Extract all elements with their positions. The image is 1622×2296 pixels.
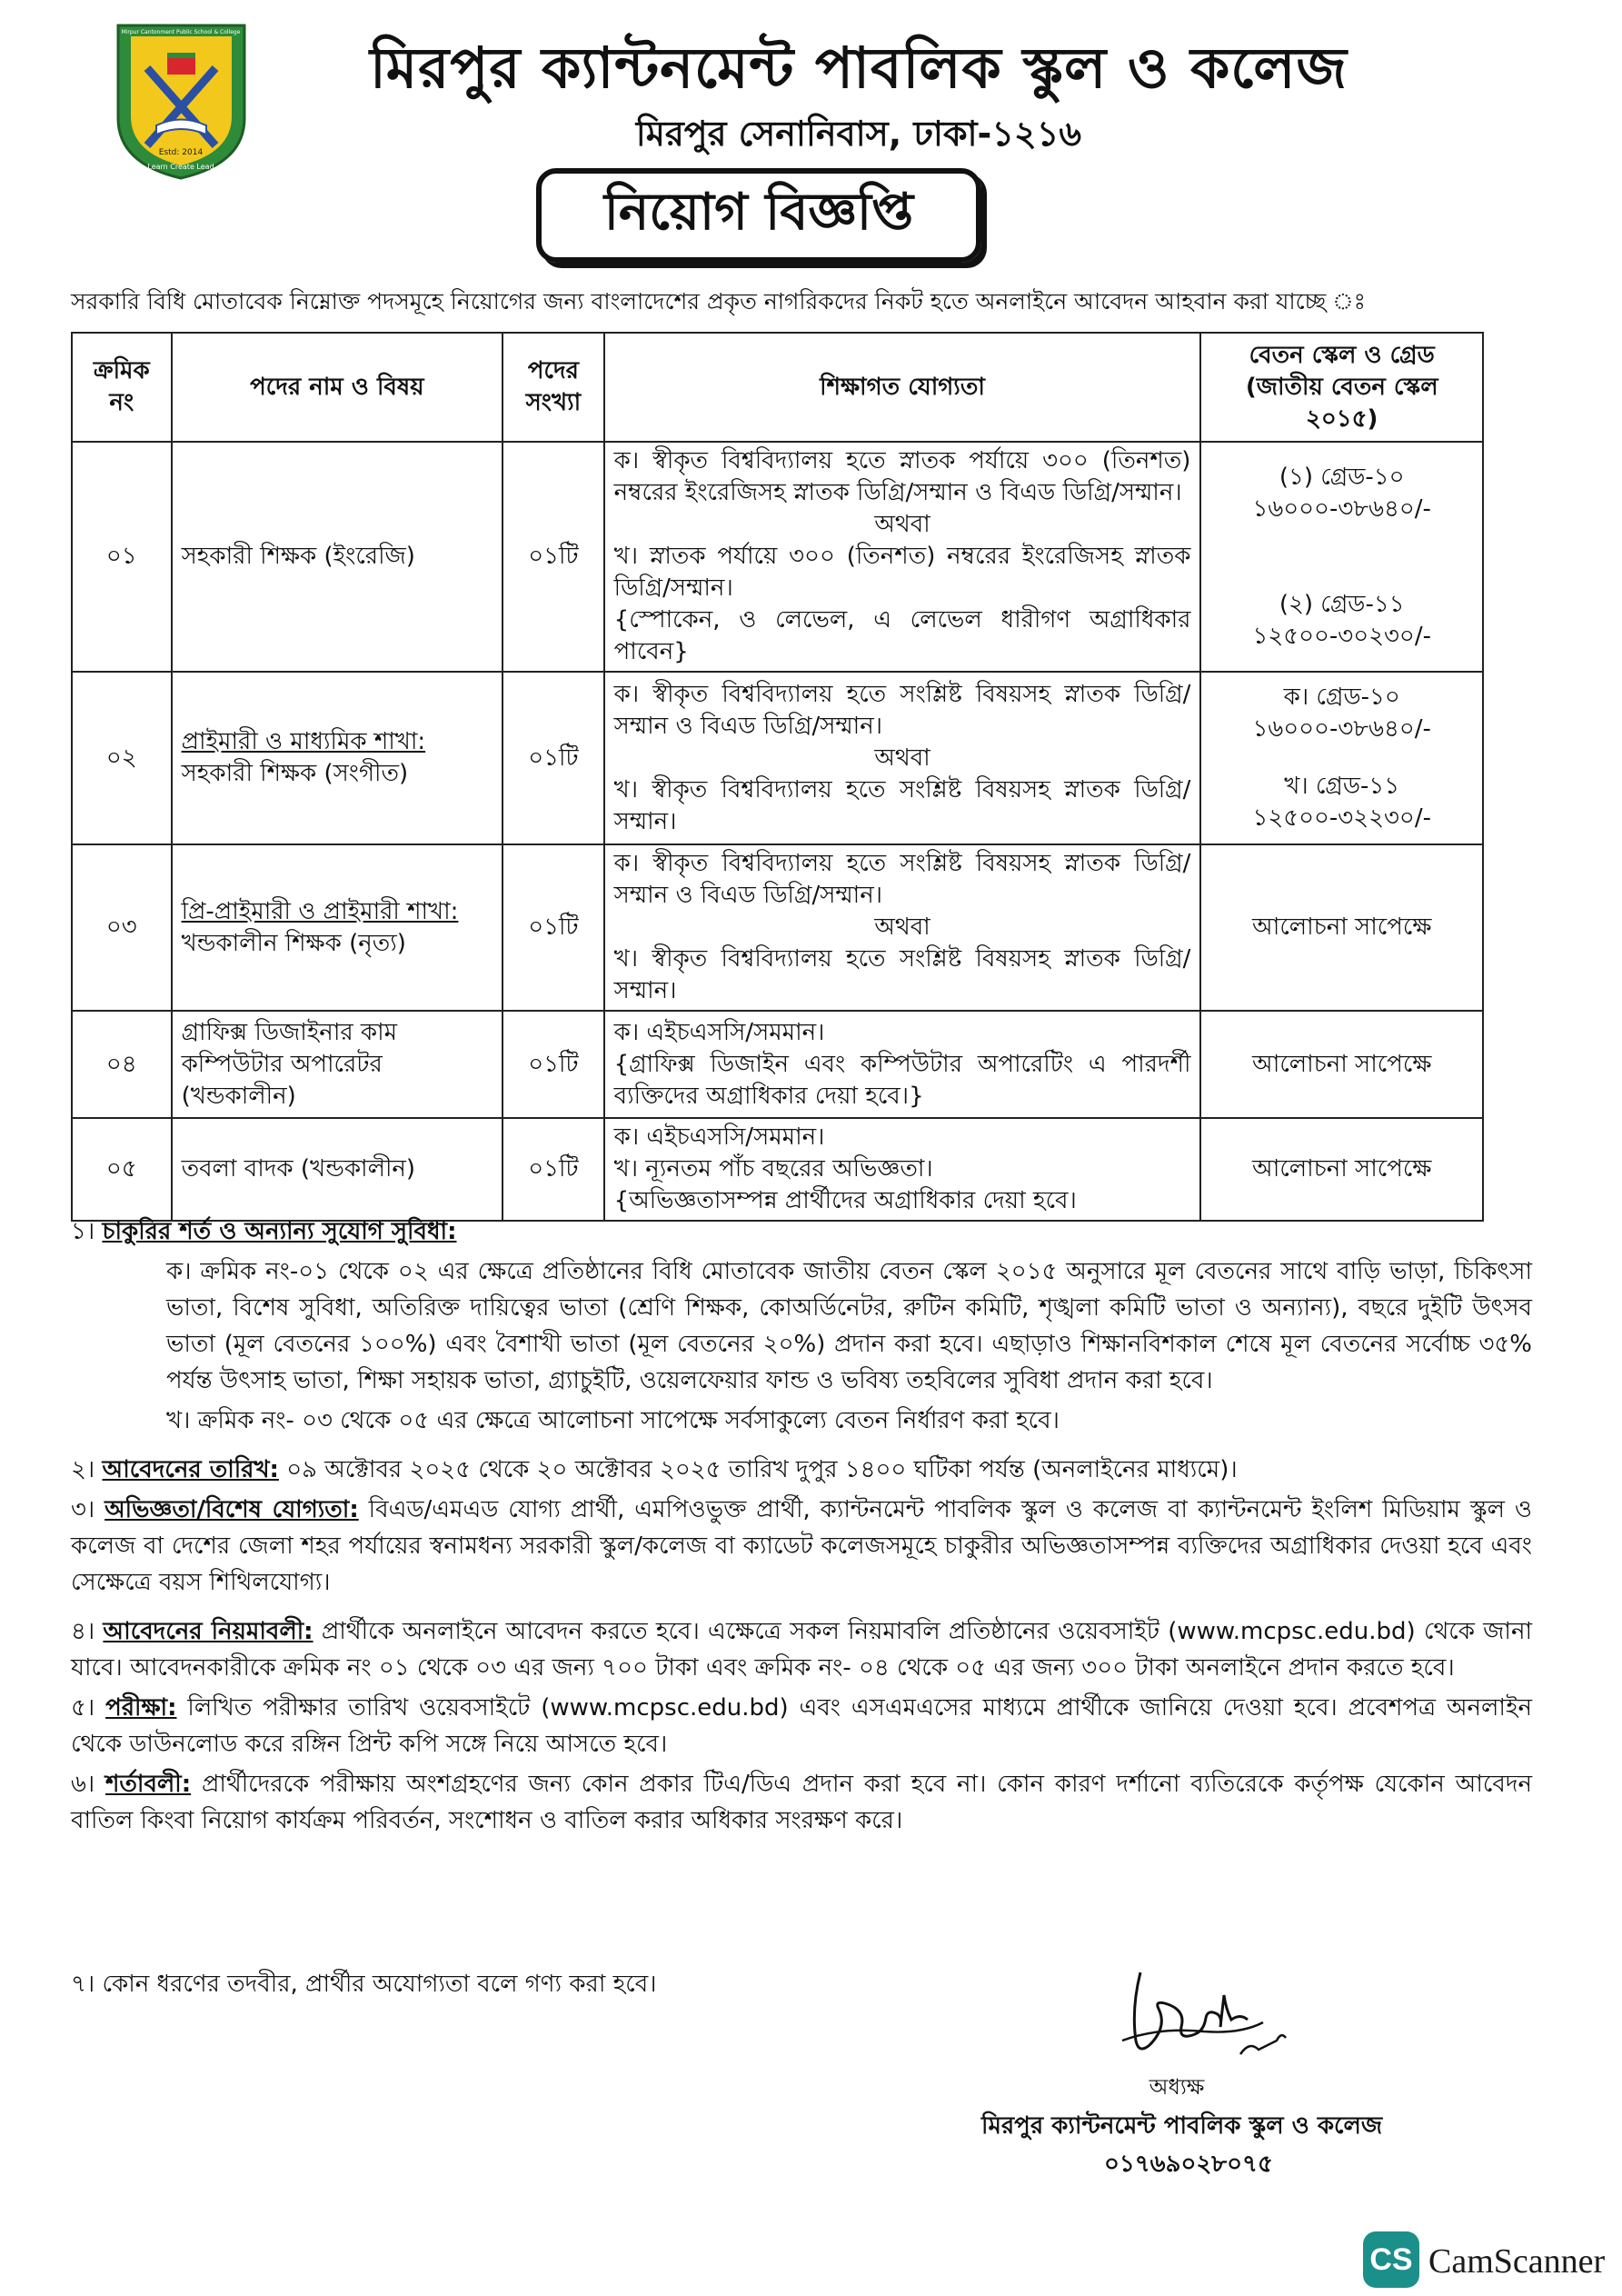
qual-or: অথবা bbox=[874, 913, 930, 941]
pay-grade: ক। গ্রেড-১০ bbox=[1283, 684, 1400, 711]
logo-estd: Estd: 2014 bbox=[158, 148, 204, 157]
table-row bbox=[72, 672, 1483, 844]
row-post bbox=[172, 844, 503, 1011]
qual-item: ক। এইচএসসি/সমমান। bbox=[613, 1123, 825, 1151]
clause-2 bbox=[71, 1452, 1532, 1488]
row-qualification bbox=[604, 844, 1201, 1011]
clause-number: ২। bbox=[71, 1456, 95, 1483]
clause-number: ১। bbox=[71, 1218, 95, 1245]
clause-number: ৪। bbox=[71, 1618, 95, 1645]
pay-range: ১২৫০০-৩২২৩০/- bbox=[1252, 804, 1431, 832]
header-pay: বেতন স্কেল ও গ্রেড (জাতীয় বেতন স্কেল ২০১৫) bbox=[1200, 333, 1483, 442]
row-pay bbox=[1200, 442, 1483, 672]
row-qualification bbox=[604, 672, 1201, 844]
pay-range: ১২৫০০-৩০২৩০/- bbox=[1252, 622, 1431, 650]
signatory-organization: মিরপুর ক্যান্টনমেন্ট পাবলিক স্কুল ও কলেজ bbox=[981, 2112, 1383, 2140]
clause-heading: পরীক্ষা: bbox=[105, 1694, 177, 1722]
row-count: ০১টি bbox=[503, 844, 604, 1011]
clause-1a: ক। ক্রমিক নং-০১ থেকে ০২ এর ক্ষেত্রে প্রতিষ্ঠানের বিধি মোতাবেক জাতীয় বেতন স্কেল ২০১৫ অনুসারে মূল বেতনের সাথে বাড়ি ভাড়া, চিকিৎসা ভাতা, বিশেষ সুবিধা, অতিরিক্ত দায়িত্বের ভাতা (শ্রেণি শিক্ষক, কোঅর্ডিনেটর, রুটিন কমিটি, শৃঙ্খলা কমিটি ভাতা ও অন্যান্য), বছরে দুইটি উৎসব ভাতা (মূল বেতনের ১০০%) এবং বৈশাখী ভাতা (মূল বেতনের ২০%) প্রদান করা হবে। এছাড়াও শিক্ষানবিশকাল শেষে মূল বেতনের সর্বোচ্চ ৩৫% পর্যন্ত উৎসাহ ভাতা, শিক্ষা সহায়ক ভাতা, গ্র্যাচুইটি, ওয়েলফেয়ার ফান্ড ও ভবিষ্য তহবিলের সুবিধা প্রদান করা হবে। bbox=[166, 1258, 1532, 1394]
row-post: গ্রাফিক্স ডিজাইনার কাম কম্পিউটার অপারেটর (খন্ডকালীন) bbox=[172, 1011, 503, 1118]
row-post bbox=[172, 442, 503, 672]
school-logo bbox=[111, 18, 252, 182]
intro-text: সরকারি বিধি মোতাবেক নিম্নোক্ত পদসমূহে নিয়োগের জন্য বাংলাদেশের প্রকৃত নাগরিকদের নিকট হতে অনলাইনে আবেদন আহবান করা যাচ্ছে ঃ bbox=[71, 288, 1366, 314]
row-qualification bbox=[604, 1011, 1201, 1118]
qual-item: ক। এইচএসসি/সমমান। bbox=[613, 1018, 825, 1046]
pay-range: ১৬০০০-৩৮৬৪০/- bbox=[1252, 494, 1431, 523]
header-post: পদের নাম ও বিষয় bbox=[172, 333, 503, 442]
clause-6 bbox=[71, 1766, 1532, 1839]
qual-item: ক। স্বীকৃত বিশ্ববিদ্যালয় হতে স্নাতক পর্যায়ে ৩০০ (তিনশত) নম্বরের ইংরেজিসহ স্নাতক ডিগ্রি/সম্মান ও বিএড ডিগ্রি/সম্মান। bbox=[613, 447, 1191, 506]
header-serial: ক্রমিক নং bbox=[72, 333, 172, 442]
clause-text: বিএড/এমএড যোগ্য প্রার্থী, এমপিওভুক্ত প্রার্থী, ক্যান্টনমেন্ট পাবলিক স্কুল ও কলেজ বা ক্যান্টনমেন্ট ইংলিশ মিডিয়াম স্কুল ও কলেজ বা দেশের জেলা শহর পর্যায়ের স্বনামধন্য সরকারী স্কুল/কলেজ বা ক্যাডেট কলেজসমূহে চাকুরীর অভিজ্ঞতাসম্পন্ন ব্যক্তিদের অগ্রাধিকার দেওয়া হবে এবং সেক্ষেত্রে বয়স শিথিলযোগ্য। bbox=[71, 1496, 1533, 1596]
clause-1b: খ। ক্রমিক নং- ০৩ থেকে ০৫ এর ক্ষেত্রে আলোচনা সাপেক্ষে সর্বসাকুল্যে বেতন নির্ধারণ করা হবে। bbox=[166, 1407, 1060, 1434]
clause-1 bbox=[71, 1213, 1532, 1250]
signatory-phone: ০১৭৬৯০২৮০৭৫ bbox=[1104, 2151, 1273, 2178]
qual-note: {গ্রাফিক্স ডিজাইন এবং কম্পিউটার অপারেটিং এ পারদর্শী ব্যক্তিদের অগ্রাধিকার দেয়া হবে।} bbox=[613, 1050, 1191, 1110]
school-address: মিরপুর সেনানিবাস, ঢাকা-১২১৬ bbox=[635, 114, 1082, 154]
row-count: ০১টি bbox=[503, 1011, 604, 1118]
row-serial: ০১ bbox=[72, 442, 172, 672]
table-row bbox=[72, 442, 1483, 672]
post-line: খন্ডকালীন শিক্ষক (নৃত্য) bbox=[181, 929, 406, 957]
row-count: ০১টি bbox=[503, 672, 604, 844]
clause-number: ৫। bbox=[71, 1694, 95, 1722]
logo-text: Mirpur Cantonment Public School & College bbox=[121, 29, 241, 35]
row-count: ০১টি bbox=[503, 1118, 604, 1221]
qual-item: খ। স্বীকৃত বিশ্ববিদ্যালয় হতে সংশ্লিষ্ট বিষয়সহ স্নাতক ডিগ্রি/সম্মান। bbox=[613, 945, 1191, 1004]
row-pay: আলোচনা সাপেক্ষে bbox=[1200, 1118, 1483, 1221]
clause-number: ৬। bbox=[71, 1771, 95, 1798]
row-serial: ০৩ bbox=[72, 844, 172, 1011]
clause-heading: আবেদনের তারিখ: bbox=[102, 1456, 279, 1483]
qual-item: ক। স্বীকৃত বিশ্ববিদ্যালয় হতে সংশ্লিষ্ট বিষয়সহ স্নাতক ডিগ্রি/সম্মান ও বিএড ডিগ্রি/সম্মান। bbox=[613, 850, 1191, 909]
clause-number: ৩। bbox=[71, 1496, 95, 1523]
qual-note: {স্পোকেন, ও লেভেল, এ লেভেল ধারীগণ অগ্রাধিকার পাবেন} bbox=[613, 606, 1191, 665]
row-pay bbox=[1200, 672, 1483, 844]
clause-5 bbox=[71, 1690, 1532, 1762]
clause-heading: শর্তাবলী: bbox=[105, 1771, 192, 1798]
qual-item: ক। স্বীকৃত বিশ্ববিদ্যালয় হতে সংশ্লিষ্ট বিষয়সহ স্নাতক ডিগ্রি/সম্মান ও বিএড ডিগ্রি/সম্মান। bbox=[613, 680, 1191, 740]
pay-grade: (২) গ্রেড-১১ bbox=[1279, 590, 1405, 618]
clause-text: প্রার্থীদেরকে পরীক্ষায় অংশগ্রহণের জন্য কোন প্রকার টিএ/ডিএ প্রদান করা হবে না। কোন কারণ দর্শানো ব্যতিরেকে কর্তৃপক্ষ যেকোন আবেদন বাতিল কিংবা নিয়োগ কার্যক্রম পরিবর্তন, সংশোধন ও বাতিল করার অধিকার সংরক্ষণ করে। bbox=[71, 1771, 1533, 1834]
terms-section bbox=[71, 1213, 1532, 1842]
row-pay: আলোচনা সাপেক্ষে bbox=[1200, 844, 1483, 1011]
camscanner-label: CamScanner bbox=[1428, 2242, 1606, 2281]
header-qualification: শিক্ষাগত যোগ্যতা bbox=[604, 333, 1201, 442]
clause-7: ৭। কোন ধরণের তদবীর, প্রার্থীর অযোগ্যতা বলে গণ্য করা হবে। bbox=[71, 1971, 657, 1998]
row-serial: ০২ bbox=[72, 672, 172, 844]
qual-item: খ। ন্যূনতম পাঁচ বছরের অভিজ্ঞতা। bbox=[613, 1155, 933, 1183]
clause-heading: অভিজ্ঞতা/বিশেষ যোগ্যতা: bbox=[104, 1496, 359, 1523]
vacancy-table bbox=[71, 332, 1484, 1222]
table-row bbox=[72, 844, 1483, 1011]
table-row bbox=[72, 1011, 1483, 1118]
principal-signature bbox=[1104, 1954, 1304, 2072]
row-post: তবলা বাদক (খন্ডকালীন) bbox=[172, 1118, 503, 1221]
pay-grade: (১) গ্রেড-১০ bbox=[1279, 463, 1405, 491]
camscanner-icon: CS bbox=[1363, 2231, 1419, 2288]
clause-text: প্রার্থীকে অনলাইনে আবেদন করতে হবে। এক্ষেত্রে সকল নিয়মাবলি প্রতিষ্ঠানের ওয়েবসাইট (www.mcpsc.edu.bd) থেকে জানা যাবে। আবেদনকারীকে ক্রমিক নং ০১ থেকে ০৩ এর জন্য ৭০০ টাকা এবং ক্রমিক নং- ০৪ থেকে ০৫ এর জন্য ৩০০ টাকা অনলাইনে প্রদান করতে হবে। bbox=[71, 1618, 1533, 1682]
qual-item: খ। স্নাতক পর্যায়ে ৩০০ (তিনশত) নম্বরের ইংরেজিসহ স্নাতক ডিগ্রি/সম্মান। bbox=[613, 543, 1191, 602]
clause-heading: চাকুরির শর্ত ও অন্যান্য সুযোগ সুবিধা: bbox=[102, 1218, 457, 1245]
clause-text: ০৯ অক্টোবর ২০২৫ থেকে ২০ অক্টোবর ২০২৫ তারিখ দুপুর ১৪০০ ঘটিকা পর্যন্ত (অনলাইনের মাধ্যমে)। bbox=[286, 1456, 1238, 1483]
post-section: প্রি-প্রাইমারী ও প্রাইমারী শাখা: bbox=[181, 897, 459, 925]
clause-heading: আবেদনের নিয়মাবলী: bbox=[103, 1618, 313, 1645]
row-qualification bbox=[604, 442, 1201, 672]
logo-motto: Learn Create Lead bbox=[147, 163, 214, 171]
header-count: পদের সংখ্যা bbox=[503, 333, 604, 442]
signatory-title: অধ্যক্ষ bbox=[1149, 2074, 1205, 2100]
post-section: প্রাইমারী ও মাধ্যমিক শাখা: bbox=[181, 728, 426, 755]
row-pay: আলোচনা সাপেক্ষে bbox=[1200, 1011, 1483, 1118]
post-line: সহকারী শিক্ষক (সংগীত) bbox=[181, 760, 409, 787]
table-row bbox=[72, 1118, 1483, 1221]
clause-4 bbox=[71, 1613, 1532, 1686]
row-count: ০১টি bbox=[503, 442, 604, 672]
qual-item: খ। স্বীকৃত বিশ্ববিদ্যালয় হতে সংশ্লিষ্ট বিষয়সহ স্নাতক ডিগ্রি/সম্মান। bbox=[613, 775, 1191, 835]
clause-3 bbox=[71, 1492, 1532, 1601]
row-serial: ০৫ bbox=[72, 1118, 172, 1221]
qual-or: অথবা bbox=[874, 744, 930, 772]
qual-or: অথবা bbox=[874, 511, 930, 538]
clause-text: লিখিত পরীক্ষার তারিখ ওয়েবসাইটে (www.mcpsc.edu.bd) এবং এসএমএসের মাধ্যমে প্রার্থীকে জানিয়ে দেওয়া হবে। প্রবেশপত্র অনলাইন থেকে ডাউনলোড করে রঙ্গিন প্রিন্ট কপি সঙ্গে নিয়ে আসতে হবে। bbox=[71, 1694, 1532, 1758]
school-name: মিরপুর ক্যান্টনমেন্ট পাবলিক স্কুল ও কলেজ bbox=[370, 35, 1348, 101]
notice-title: নিয়োগ বিজ্ঞপ্তি bbox=[536, 168, 981, 263]
qual-note: {অভিজ্ঞতাসম্পন্ন প্রার্থীদের অগ্রাধিকার দেয়া হবে। bbox=[613, 1187, 1077, 1214]
row-serial: ০৪ bbox=[72, 1011, 172, 1118]
row-post bbox=[172, 672, 503, 844]
row-qualification bbox=[604, 1118, 1201, 1221]
pay-range: ১৬০০০-৩৮৬৪০/- bbox=[1252, 715, 1431, 743]
post-line: সহকারী শিক্ষক (ইংরেজি) bbox=[181, 543, 415, 570]
pay-grade: খ। গ্রেড-১১ bbox=[1284, 773, 1400, 800]
table-header-row bbox=[72, 333, 1483, 442]
